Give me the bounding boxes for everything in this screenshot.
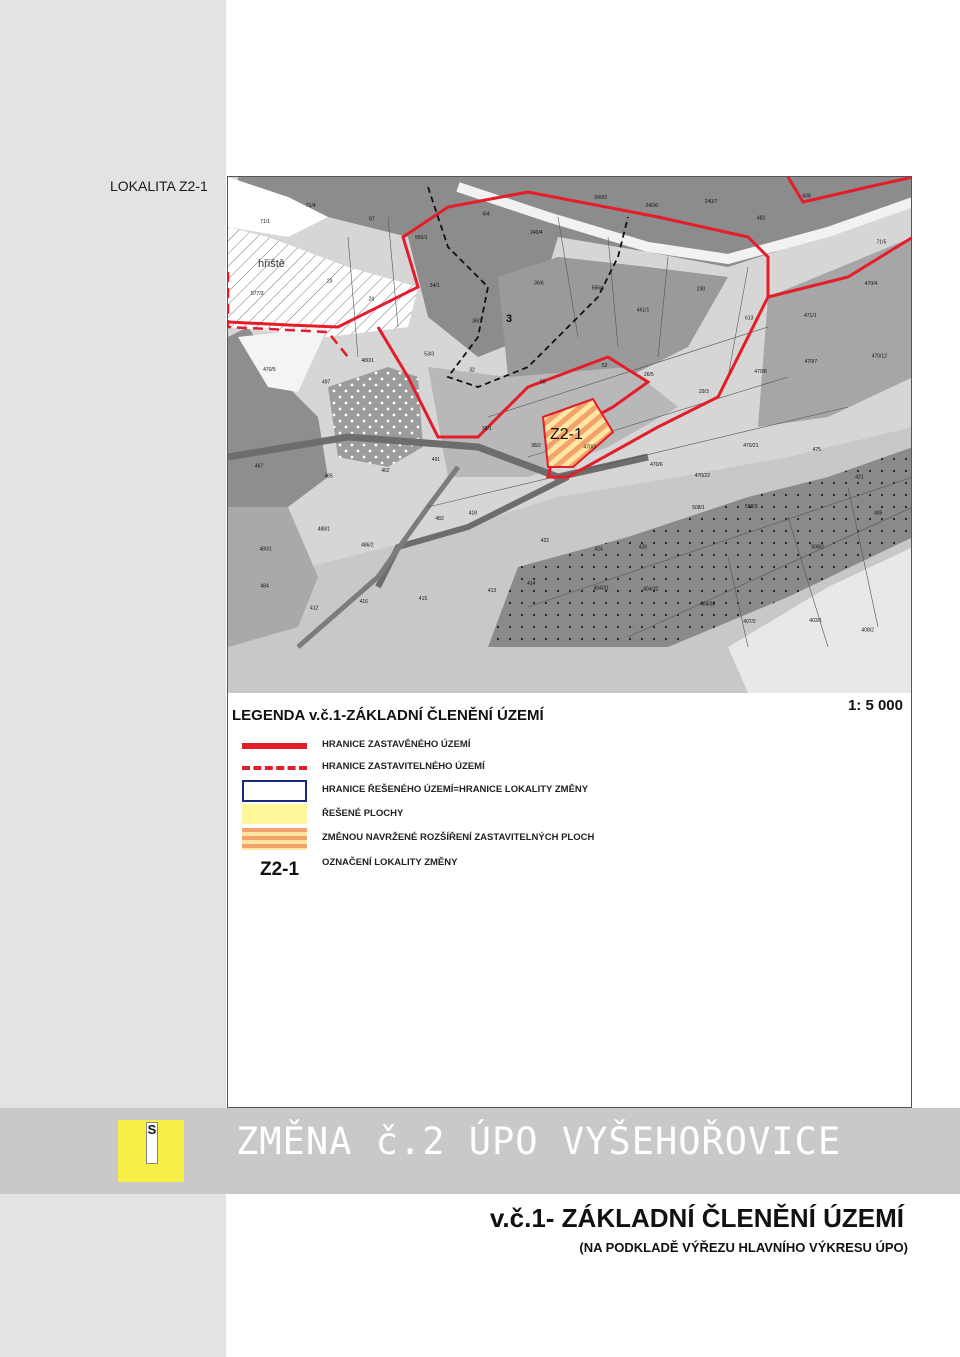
parcel-number: 424 <box>594 546 603 553</box>
parcel-number: 407/2 <box>743 618 756 625</box>
parcel-number: 566/1 <box>591 285 605 292</box>
parcel-number: 38/2 <box>531 442 541 449</box>
parcel-number: 470/8 <box>754 369 767 375</box>
parcel-number: 485 <box>874 510 883 517</box>
parcel-number: 484 <box>260 583 269 590</box>
parcel-number: 403/1 <box>809 617 822 624</box>
parcel-number: 470/4 <box>864 280 878 287</box>
parcel-number: 52 <box>601 363 608 370</box>
area-number-label: 3 <box>506 313 513 325</box>
solid-red-line-symbol <box>242 743 307 749</box>
drawing-subtitle: v.č.1- ZÁKLADNÍ ČLENĚNÍ ÚZEMÍ <box>489 1203 904 1233</box>
logo-mark: S <box>146 1122 158 1164</box>
parcel-number: 415 <box>418 595 428 602</box>
parcel-number: 240/4 <box>530 230 543 237</box>
parcel-number: 24 <box>368 296 375 303</box>
parcel-number: 480/1 <box>259 546 272 553</box>
legend-label: ŘEŠENÉ PLOCHY <box>322 808 404 819</box>
parcel-number: 240/3 <box>594 194 607 201</box>
parcel-number: 408/2 <box>861 627 874 634</box>
banner-title: ZMĚNA č.2 ÚPO VYŠEHOŘOVICE <box>236 1120 842 1163</box>
locality-label: LOKALITA Z2-1 <box>110 178 208 194</box>
parcel-number: 38/1 <box>481 426 492 433</box>
parcel-number: 34/1 <box>429 283 440 289</box>
parcel-number: 36/6 <box>534 280 544 287</box>
parcel-number: 32 <box>469 367 475 374</box>
parcel-number: 470/12 <box>871 353 887 360</box>
parcel-number: 577/3 <box>251 291 264 298</box>
parcel-number: 462 <box>381 468 390 474</box>
parcel-number: 482 <box>435 516 444 523</box>
parcel-number: 240/7 <box>704 198 718 205</box>
parcel-number: 480/1 <box>361 358 374 365</box>
parcel-number: 404/36 <box>700 601 716 608</box>
parcel-number: 404/32 <box>643 586 659 593</box>
parcel-number: 608 <box>802 193 811 200</box>
parcel-number: 471/1 <box>804 313 817 320</box>
map-scale: 1: 5 000 <box>847 697 903 714</box>
parcel-number: 29/3 <box>699 388 709 395</box>
legend-item-developable-boundary <box>242 759 862 779</box>
parcel-number: 71/1 <box>260 219 271 225</box>
parcel-number: 470/3 <box>583 444 596 451</box>
parcel-number: 470/22 <box>694 472 710 479</box>
parcel-number: 488/1 <box>317 526 331 533</box>
parcel-number: 230 <box>696 286 706 293</box>
parcel-number: 404/31 <box>593 585 609 592</box>
parcel-number: 71/5 <box>876 239 887 246</box>
parcel-number: 470/6 <box>650 461 663 468</box>
cadastral-map <box>228 177 912 693</box>
parcel-number: 613 <box>745 315 754 322</box>
parcel-number: 413 <box>487 587 497 594</box>
parcel-number: 470/5 <box>263 367 276 374</box>
legend-label: HRANICE ZASTAVITELNÉHO ÚZEMÍ <box>322 761 485 772</box>
parcel-number: 461/1 <box>636 307 650 314</box>
blue-outline-box-symbol <box>242 780 307 802</box>
legend-item-built-boundary <box>242 737 862 757</box>
parcel-number: 467 <box>254 463 264 470</box>
locality-code-symbol: Z2-1 <box>260 859 300 880</box>
parcel-number: 6/4 <box>482 211 490 218</box>
parcel-number: 240/6 <box>645 202 659 209</box>
legend-label: ZMĚNOU NAVRŽENÉ ROZŠÍŘENÍ ZASTAVITELNÝCH PLOCH <box>322 832 595 843</box>
parcel-number: 491 <box>431 457 441 463</box>
title-banner <box>0 1108 960 1194</box>
logo-square <box>118 1120 184 1182</box>
parcel-number: 470/7 <box>804 358 818 365</box>
drawing-subnote: (NA PODKLADĚ VÝŘEZU HLAVNÍHO VÝKRESU ÚPO) <box>579 1240 908 1255</box>
parcel-number: 71/4 <box>305 203 316 210</box>
legend-item-extension <box>242 830 862 850</box>
parcel-number: 67 <box>369 216 375 223</box>
yellow-fill-symbol <box>242 804 307 824</box>
parcel-number: 475 <box>812 447 821 454</box>
parcel-number: 36/1 <box>472 318 483 325</box>
parcel-number: 470/21 <box>743 443 759 449</box>
legend-label: HRANICE ŘEŠENÉHO ÚZEMÍ=HRANICE LOKALITY ZMĚNY <box>322 784 589 795</box>
parcel-number: 416 <box>359 598 368 605</box>
legend-item-locality-code <box>242 855 862 880</box>
parcel-number: 422 <box>540 537 550 544</box>
parcel-number: 465 <box>324 473 333 480</box>
legend-label: HRANICE ZASTAVĚNÉHO ÚZEMÍ <box>322 739 471 750</box>
legend-item-solved-area-boundary <box>242 782 862 802</box>
parcel-number: 508/2 <box>811 544 824 551</box>
parcel-number: 412 <box>310 605 319 612</box>
parcel-number: 418 <box>468 510 477 517</box>
parcel-number: 508/1 <box>692 504 705 511</box>
parcel-number: 508/3 <box>745 504 758 511</box>
parcel-number: 23 <box>326 278 333 285</box>
parcel-number: 497 <box>322 379 331 386</box>
locality-code-label: Z2-1 <box>550 426 583 443</box>
place-label: hřiště <box>258 258 285 270</box>
parcel-number: 482 <box>757 215 766 222</box>
parcel-number: 486/2 <box>361 542 374 549</box>
legend-title: LEGENDA v.č.1-ZÁKLADNÍ ČLENĚNÍ ÚZEMÍ <box>232 707 544 724</box>
map-sheet-frame <box>227 176 912 1108</box>
legend-item-solved-areas <box>242 806 862 826</box>
parcel-number: 414 <box>527 581 536 587</box>
parcel-number: 26/5 <box>644 371 654 378</box>
parcel-number: 50 <box>540 379 546 386</box>
parcel-number: 550/1 <box>415 234 428 241</box>
parcel-number: 421 <box>855 474 864 481</box>
parcel-number: 426 <box>638 544 648 551</box>
dashed-red-line-symbol <box>242 766 307 770</box>
orange-stripes-symbol <box>242 828 307 850</box>
legend-label: OZNAČENÍ LOKALITY ZMĚNY <box>322 857 458 868</box>
parcel-number: 53/3 <box>424 351 435 358</box>
